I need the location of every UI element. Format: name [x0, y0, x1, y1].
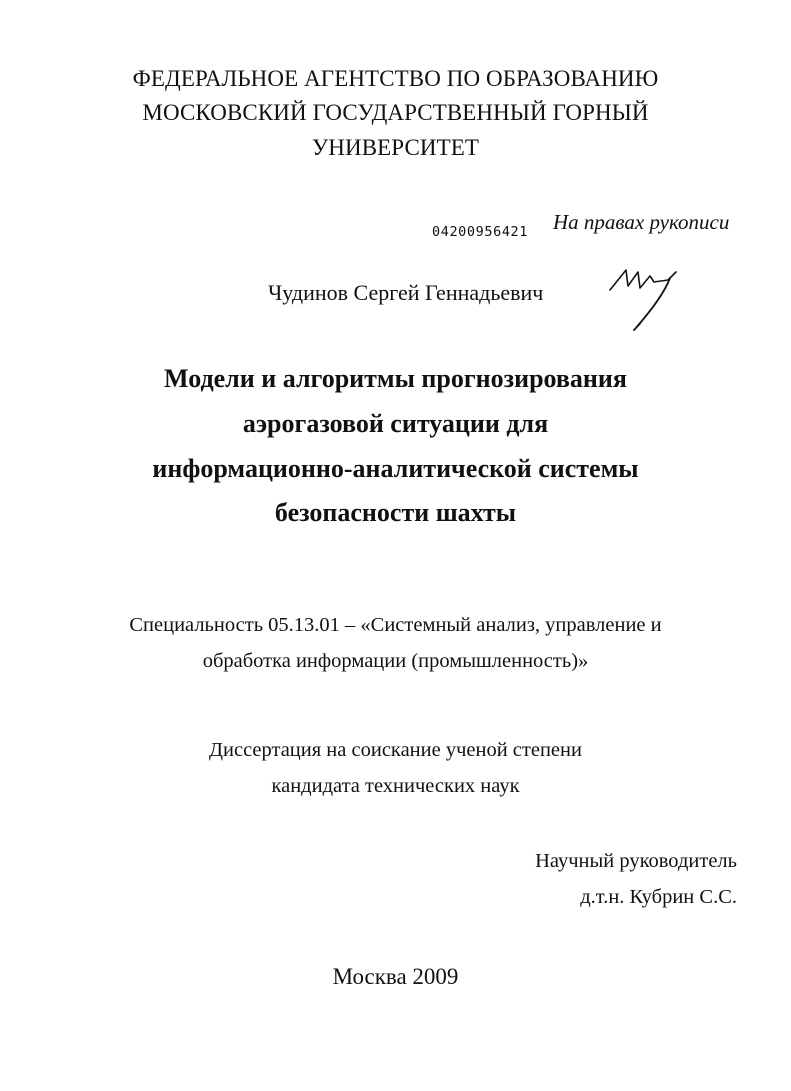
title-line-3: информационно-аналитической системы: [152, 454, 639, 483]
dissertation-line-2: кандидата технических наук: [271, 775, 520, 797]
rights-note: На правах рукописи: [553, 210, 730, 234]
dissertation-line-1: Диссертация на соискание ученой степени: [209, 739, 582, 761]
title-line-4: безопасности шахты: [274, 498, 517, 527]
city-year: Москва 2009: [332, 964, 459, 989]
catalog-code: 04200956421: [432, 224, 529, 240]
specialty-line-1: Специальность 05.13.01 – «Системный анализ, управление и: [129, 614, 662, 636]
specialty-line-2: обработка информации (промышленность)»: [202, 650, 589, 672]
signature-icon: [606, 262, 686, 334]
organization-line-2: МОСКОВСКИЙ ГОСУДАРСТВЕННЫЙ ГОРНЫЙ: [142, 100, 649, 125]
title-line-1: Модели и алгоритмы прогнозирования: [164, 364, 627, 393]
organization-line-1: ФЕДЕРАЛЬНОЕ АГЕНТСТВО ПО ОБРАЗОВАНИЮ: [132, 66, 659, 91]
supervisor-name: д.т.н. Кубрин С.С.: [580, 886, 737, 908]
author-name: Чудинов Сергей Геннадьевич: [268, 280, 544, 305]
title-line-2: аэрогазовой ситуации для: [242, 409, 549, 438]
organization-line-3: УНИВЕРСИТЕТ: [311, 135, 480, 160]
supervisor-role: Научный руководитель: [535, 850, 737, 872]
